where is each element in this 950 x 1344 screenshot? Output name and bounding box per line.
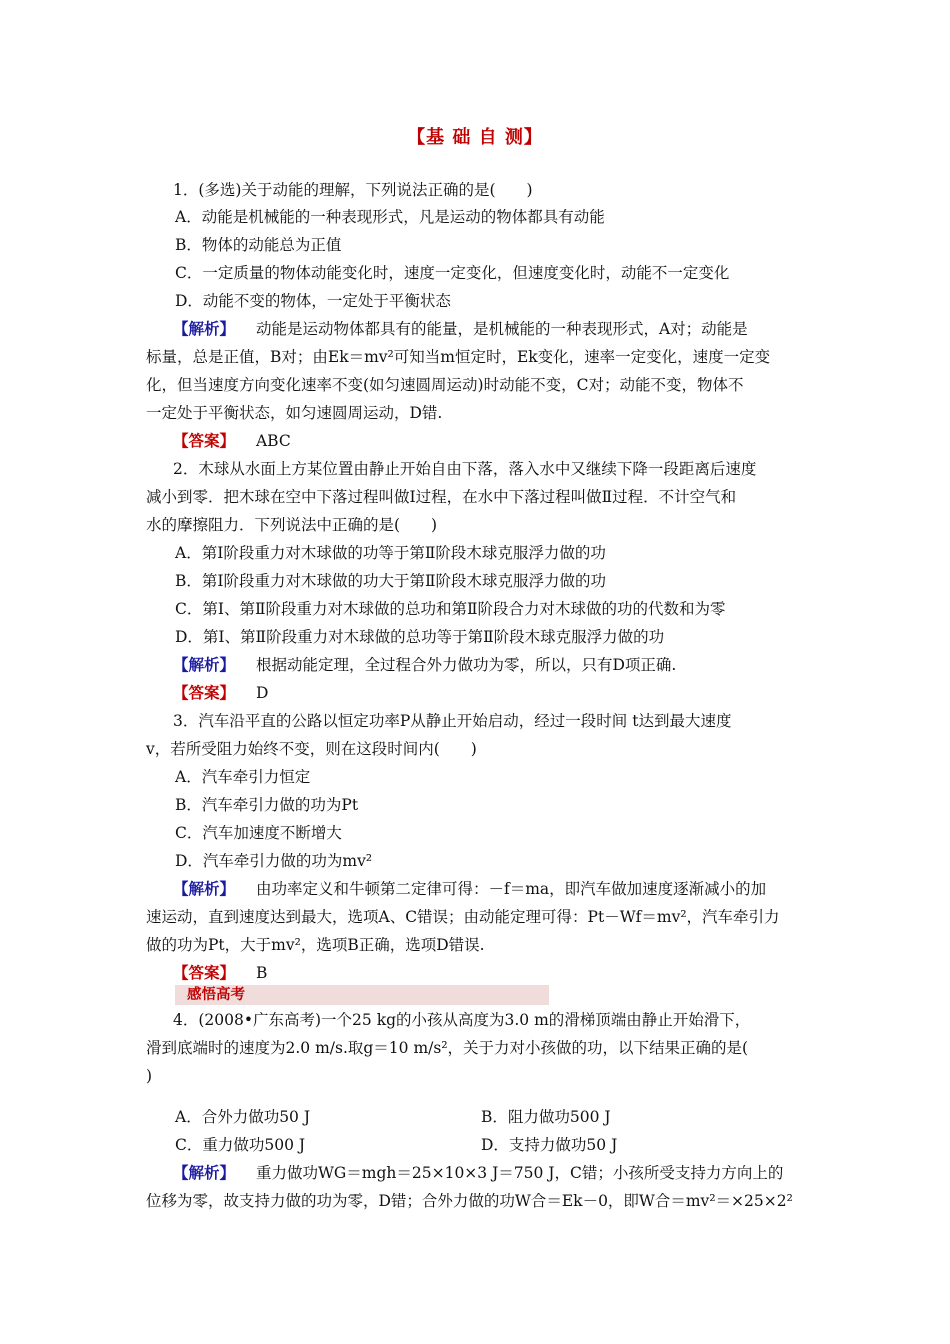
analysis-text: 根据动能定理，全过程合外力做功为零，所以，只有D项正确. <box>255 656 677 674</box>
q2-option-d: D．第Ⅰ、第Ⅱ阶段重力对木球做的总功等于第Ⅱ阶段木球克服浮力做的功 <box>175 628 665 646</box>
q1-option-c: C．一定质量的物体动能变化时，速度一定变化，但速度变化时，动能不一定变化 <box>175 264 730 282</box>
q1-option-b: B．物体的动能总为正值 <box>175 236 342 254</box>
q4-option-c: C．重力做功500 J <box>175 1136 306 1154</box>
q3-analysis-line <box>173 879 766 899</box>
q3-option-a: A．汽车牵引力恒定 <box>175 768 311 786</box>
q4-analysis-line: 位移为零，故支持力做的功为零，D错；合外力做的功W合＝Ek－0，即W合＝mv²＝×25×2² <box>146 1192 793 1210</box>
q1-analysis-line: 化，但当速度方向变化速率不变(如匀速圆周运动)时动能不变，C对；动能不变，物体不 <box>146 376 744 394</box>
q3-option-c: C．汽车加速度不断增大 <box>175 824 342 842</box>
analysis-tag: 【解析】 <box>173 1163 236 1182</box>
answer-text: B <box>255 964 268 982</box>
q3-stem: v，若所受阻力始终不变，则在这段时间内( ) <box>146 740 477 758</box>
q4-option-b: B．阻力做功500 J <box>481 1108 611 1126</box>
q2-stem: 水的摩擦阻力．下列说法中正确的是( ) <box>146 516 438 534</box>
answer-tag: 【答案】 <box>173 431 236 450</box>
q3-analysis-line: 速运动，直到速度达到最大，选项A、C错误；由动能定理可得：Pt－Wf＝mv²，汽车牵引力 <box>146 908 780 926</box>
q1-option-a: A．动能是机械能的一种表现形式，凡是运动的物体都具有动能 <box>175 208 605 226</box>
answer-tag: 【答案】 <box>173 683 236 702</box>
q2-stem: 2．木球从水面上方某位置由静止开始自由下落，落入水中又继续下降一段距离后速度 <box>173 460 757 478</box>
q4-stem: 滑到底端时的速度为2.0 m/s.取g＝10 m/s²，关于力对小孩做的功，以下结果正确的是( <box>146 1039 749 1057</box>
analysis-text: 由功率定义和牛顿第二定律可得：－f＝ma，即汽车做加速度逐渐减小的加 <box>255 880 767 898</box>
q3-option-d: D．汽车牵引力做的功为mv² <box>175 852 373 870</box>
q2-option-b: B．第Ⅰ阶段重力对木球做的功大于第Ⅱ阶段木球克服浮力做的功 <box>175 572 607 590</box>
q1-analysis-line: 一定处于平衡状态，如匀速圆周运动，D错. <box>146 404 443 422</box>
q2-stem: 减小到零．把木球在空中下落过程叫做Ⅰ过程，在水中下落过程叫做Ⅱ过程．不计空气和 <box>146 488 737 506</box>
q3-analysis-line: 做的功为Pt，大于mv²，选项B正确，选项D错误. <box>146 936 485 954</box>
q3-stem: 3．汽车沿平直的公路以恒定功率P从静止开始启动，经过一段时间 t达到最大速度 <box>173 712 732 730</box>
q3-answer <box>173 963 267 983</box>
section-banner: 感悟高考 <box>175 985 549 1005</box>
analysis-text: 重力做功WG＝mgh＝25×10×3 J＝750 J，C错；小孩所受支持力方向上的 <box>255 1164 784 1182</box>
analysis-tag: 【解析】 <box>173 319 236 338</box>
analysis-tag: 【解析】 <box>173 879 236 898</box>
q2-answer <box>173 683 268 703</box>
analysis-text: 动能是运动物体都具有的能量，是机械能的一种表现形式，A对；动能是 <box>255 320 748 338</box>
answer-tag: 【答案】 <box>173 963 236 982</box>
q4-stem: 4．(2008•广东高考)一个25 kg的小孩从高度为3.0 m的滑梯顶端由静止开始滑下， <box>173 1011 751 1029</box>
q4-analysis-line <box>173 1163 783 1183</box>
answer-text: D <box>255 684 269 702</box>
q1-analysis-line <box>173 319 748 339</box>
q2-option-c: C．第Ⅰ、第Ⅱ阶段重力对木球做的总功和第Ⅱ阶段合力对木球做的功的代数和为零 <box>175 600 726 618</box>
q4-stem: ) <box>146 1067 153 1085</box>
analysis-tag: 【解析】 <box>173 655 236 674</box>
q4-option-d: D．支持力做功50 J <box>481 1136 618 1154</box>
q2-analysis-line <box>173 655 676 675</box>
q1-analysis-line: 标量，总是正值，B对；由Ek＝mv²可知当m恒定时，Ek变化，速率一定变化，速度一定变 <box>146 348 771 366</box>
q2-option-a: A．第Ⅰ阶段重力对木球做的功等于第Ⅱ阶段木球克服浮力做的功 <box>175 544 606 562</box>
q3-option-b: B．汽车牵引力做的功为Pt <box>175 796 359 814</box>
q1-answer <box>173 431 291 451</box>
page-title: 【基 础 自 测】 <box>407 127 543 148</box>
q4-option-a: A．合外力做功50 J <box>175 1108 311 1126</box>
answer-text: ABC <box>255 432 291 450</box>
q1-option-d: D．动能不变的物体，一定处于平衡状态 <box>175 292 451 310</box>
q1-stem: 1．(多选)关于动能的理解，下列说法正确的是( ) <box>173 181 533 199</box>
